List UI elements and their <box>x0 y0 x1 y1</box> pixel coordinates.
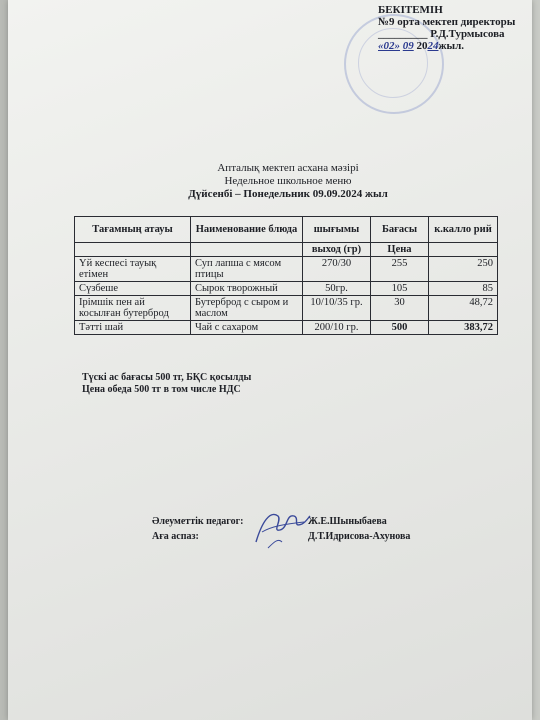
approval-year: 24 <box>427 40 439 52</box>
row-kcal: 48,72 <box>429 296 498 321</box>
header-kcal: к.калло рий <box>429 217 498 243</box>
row-kcal: 383,72 <box>429 321 498 335</box>
header-name-kz: Тағамның атауы <box>75 217 191 243</box>
approval-block <box>378 4 515 52</box>
menu-header <box>8 162 540 201</box>
header-empty-1 <box>75 243 191 257</box>
row-yield: 200/10 гр. <box>303 321 371 335</box>
header-name-ru: Наименование блюда <box>191 217 303 243</box>
row-price: 255 <box>371 257 429 282</box>
header-price-ru: Цена <box>371 243 429 257</box>
header-yield-kz: шығымы <box>303 217 371 243</box>
header-empty-3 <box>429 243 498 257</box>
table-row <box>75 321 498 335</box>
date-line: Дүйсенбі – Понедельник 09.09.2024 жыл <box>188 188 388 200</box>
row-name-ru: Чай с сахаром <box>191 321 303 335</box>
background-edge <box>0 0 8 720</box>
row-price: 30 <box>371 296 429 321</box>
approval-year-prefix: 20 <box>416 40 428 52</box>
row-kcal: 250 <box>429 257 498 282</box>
title-kz: Апталық мектеп асхана мәзірі <box>217 162 359 174</box>
pedagog-label: Әлеуметтік педагог: <box>152 516 244 527</box>
row-name-kz: Үй кеспесі тауық етімен <box>75 257 191 282</box>
row-price: 105 <box>371 282 429 296</box>
approval-year-suffix: жыл. <box>438 40 464 52</box>
row-name-ru: Бутерброд с сыром и маслом <box>191 296 303 321</box>
table-row <box>75 282 498 296</box>
cook-name: Д.Т.Идрисова-Ахунова <box>308 531 411 542</box>
row-name-kz: Ірімшік пен ай косылған бутерброд <box>75 296 191 321</box>
header-yield-ru: выход (гр) <box>303 243 371 257</box>
row-name-ru: Суп лапша с мясом птицы <box>191 257 303 282</box>
title-ru: Недельное школьное меню <box>224 175 352 187</box>
approval-day: «02» <box>378 40 400 52</box>
note-kz: Түскі ас бағасы 500 тг, БҚС қосылды <box>82 372 252 383</box>
approval-month: 09 <box>402 40 414 52</box>
menu-table <box>74 216 498 335</box>
handwritten-signature-icon <box>252 502 312 554</box>
approval-position: №9 орта мектеп директоры <box>378 16 516 28</box>
row-yield: 50гр. <box>303 282 371 296</box>
header-price-kz: Бағасы <box>371 217 429 243</box>
approval-date <box>378 40 515 52</box>
row-kcal: 85 <box>429 282 498 296</box>
price-note <box>82 372 251 396</box>
row-price: 500 <box>371 321 429 335</box>
row-name-kz: Тәтті шай <box>75 321 191 335</box>
approval-director: _________ Р.Д.Турмысова <box>378 28 505 40</box>
row-yield: 270/30 <box>303 257 371 282</box>
pedagog-name: Ж.Е.Шыныбаева <box>308 516 387 527</box>
table-row <box>75 257 498 282</box>
row-name-kz: Сүзбеше <box>75 282 191 296</box>
row-name-ru: Сырок творожный <box>191 282 303 296</box>
approval-title: БЕКІТЕМІН <box>378 4 443 16</box>
row-yield: 10/10/35 гр. <box>303 296 371 321</box>
table-row <box>75 296 498 321</box>
document-page <box>8 0 532 720</box>
cook-label: Аға аспаз: <box>152 531 199 542</box>
note-ru: Цена обеда 500 тг в том числе НДС <box>82 384 241 395</box>
header-empty-2 <box>191 243 303 257</box>
